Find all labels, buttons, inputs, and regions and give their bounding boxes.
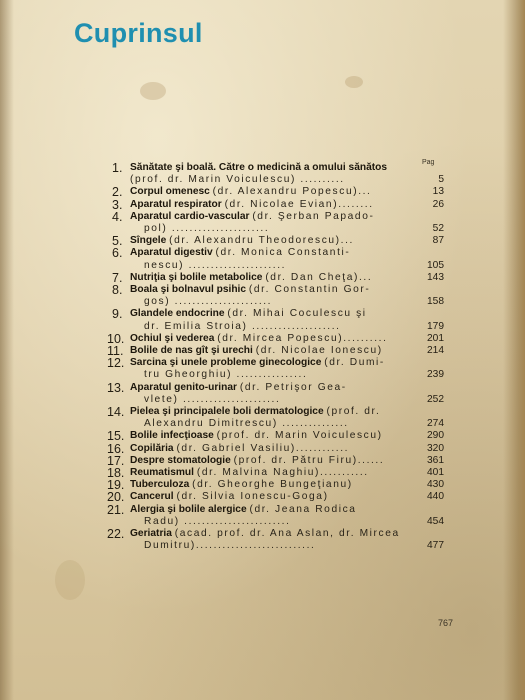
toc-entry-author-line — [130, 296, 444, 308]
toc-entry — [107, 356, 444, 381]
toc-entry-line — [130, 247, 444, 259]
toc-entry-author: (dr. Nicolae Evian)........ — [224, 198, 374, 210]
toc-entry-number: 18. — [107, 466, 125, 481]
toc-entry-line — [130, 491, 444, 503]
toc-entry-author: Dumitru)........................... — [144, 540, 316, 552]
toc-entry-page: 430 — [427, 479, 444, 491]
toc-entry-page: 361 — [427, 454, 444, 466]
toc-entry-line — [130, 235, 444, 247]
toc-entry-page: 239 — [427, 369, 444, 381]
toc-entry-number: 15. — [107, 429, 125, 444]
toc-entry-line — [130, 186, 444, 198]
toc-entry-author: (dr. Mihai Coculescu şi — [227, 308, 367, 320]
toc-entry-line — [130, 504, 444, 516]
toc-entry-number: 6. — [112, 246, 123, 261]
toc-entry — [107, 344, 444, 359]
toc-entry-page: 13 — [432, 186, 444, 198]
toc-entry-author: (prof. dr. Pătru Firu)...... — [233, 454, 385, 466]
toc-entry-subject: Reumatismul — [130, 467, 194, 479]
toc-entry-page: 105 — [427, 259, 444, 271]
toc-entry-author: (dr. Mircea Popescu).......... — [217, 332, 388, 344]
toc-entry-number: 22. — [107, 527, 125, 542]
toc-entry-line — [130, 284, 444, 296]
toc-entry — [112, 247, 444, 271]
toc-entry-subject: Tuberculoza — [130, 479, 190, 491]
toc-entry-line — [130, 443, 444, 455]
toc-entry-subject: Aparatul digestiv — [130, 247, 213, 259]
page-column-label: Pag — [422, 159, 435, 166]
page-gutter-shadow — [0, 0, 14, 700]
paper-stain — [345, 76, 363, 88]
toc-entry-author-line — [130, 321, 444, 333]
toc-entry-subject: Bolile infecţioase — [130, 430, 214, 442]
toc-entry-line — [130, 272, 444, 284]
toc-entry-subject: Pielea şi principalele boli dermatologice — [130, 406, 324, 418]
toc-entry-author: (prof. dr. — [326, 406, 381, 418]
toc-entry-page: 87 — [432, 235, 444, 247]
toc-entry-author: (dr. Jeana Rodica — [249, 503, 357, 515]
toc-entry-author-line — [130, 223, 444, 235]
toc-entry-author: (prof. dr. Marin Voiculescu) .......... — [130, 174, 345, 186]
toc-entry-number: 19. — [107, 478, 125, 493]
toc-entry-author: Radu) ........................ — [144, 515, 291, 527]
toc-entry-line — [130, 199, 444, 211]
toc-entry-number: 8. — [112, 283, 123, 298]
toc-entry-author: (dr. Alexandru Popescu)... — [212, 186, 372, 198]
toc-entry-subject: Nutriţia şi bolile metabolice — [130, 271, 263, 283]
toc-entry-line — [130, 430, 444, 442]
toc-entry — [107, 380, 444, 406]
toc-entry-subject: Boala şi bolnavul psihic — [130, 284, 247, 296]
toc-entry-author: (dr. Gheorghe Bungeţianu) — [192, 479, 353, 491]
paper-stain — [140, 82, 166, 100]
toc-entry-line — [130, 211, 444, 223]
toc-entry — [107, 331, 444, 346]
toc-entry-page: 214 — [427, 345, 444, 357]
toc-entry-author-line — [130, 174, 444, 186]
toc-entry-number: 9. — [112, 307, 123, 322]
toc-entry-page: 252 — [427, 393, 444, 405]
toc-entry-number: 5. — [112, 234, 123, 249]
toc-entry — [112, 186, 444, 198]
toc-entry-number: 20. — [107, 490, 125, 505]
toc-entry — [112, 235, 444, 247]
toc-entry-author: (dr. Monica Constanti- — [215, 247, 351, 259]
toc-entry-page: 274 — [427, 418, 444, 430]
toc-entry-author: dr. Emilia Stroia) .................... — [144, 320, 341, 332]
toc-entry-author: (dr. Malvina Naghiu)........... — [196, 467, 369, 479]
toc-entry-author-line — [130, 260, 444, 272]
toc-entry-line — [130, 455, 444, 467]
toc-entry-author: (dr. Petrişor Gea- — [239, 381, 347, 393]
toc-entry-number: 7. — [112, 270, 123, 285]
paper-stain — [55, 560, 85, 600]
toc-entry — [107, 453, 444, 468]
toc-entry-subject: Alergia şi bolile alergice — [130, 503, 247, 515]
toc-entry-page: 477 — [427, 540, 444, 552]
toc-entry-number: 17. — [107, 453, 125, 468]
toc-entry-author: gos) ...................... — [144, 296, 273, 308]
toc-entry-number: 1. — [112, 161, 123, 175]
toc-entry-subject: Copilăria — [130, 442, 174, 454]
toc-entry — [112, 199, 444, 211]
toc-entry-page: 52 — [432, 223, 444, 235]
toc-entry-subject: Sarcina şi unele probleme ginecologice — [130, 357, 322, 369]
toc-entry-page: 179 — [427, 320, 444, 332]
toc-entry-page: 320 — [427, 442, 444, 454]
toc-entry-line — [130, 357, 444, 369]
toc-entry-page: 440 — [427, 491, 444, 503]
toc-entry-subject: Sîngele — [130, 235, 167, 247]
toc-entry-subject: Aparatul respirator — [130, 198, 222, 210]
toc-entry-author: Alexandru Dimitrescu) ............... — [144, 418, 349, 430]
toc-entry — [112, 284, 444, 308]
toc-entry-author-line — [130, 540, 444, 552]
toc-entry — [112, 162, 444, 186]
toc-entry — [107, 429, 444, 444]
toc-entry-page: 5 — [438, 174, 444, 186]
toc-entry-author: nescu) ...................... — [144, 259, 287, 271]
toc-entry-author: (dr. Silvia Ionescu-Goga) — [176, 491, 329, 503]
toc-entry-author: (prof. dr. Marin Voiculescu) — [216, 430, 383, 442]
toc-entry-line — [130, 308, 444, 320]
toc-entry-line — [130, 467, 444, 479]
toc-entry-subject: Glandele endocrine — [130, 308, 225, 320]
toc-entry-number: 2. — [112, 185, 123, 200]
toc-entry-line — [130, 345, 444, 357]
toc-entry — [112, 272, 444, 284]
toc-entry-subject: Despre stomatologie — [130, 454, 231, 466]
toc-entry-number: 12. — [107, 356, 125, 371]
toc-entry-page: 143 — [427, 271, 444, 283]
toc-entry-author-line — [130, 516, 444, 528]
toc-entry-author-line — [130, 369, 444, 381]
toc-entry — [107, 405, 444, 430]
toc-entry — [112, 211, 444, 235]
toc-entry — [107, 490, 444, 505]
toc-entry-page: 26 — [432, 198, 444, 210]
toc-entry-number: 13. — [107, 380, 125, 395]
toc-entry-subject: Sănătate şi boală. Către o medicină a omului sănătos — [130, 162, 388, 173]
toc-entry — [107, 466, 444, 481]
toc-entry-author: (dr. Dumi- — [324, 357, 385, 369]
toc-entry-number: 11. — [107, 344, 124, 359]
toc-entry-number: 3. — [112, 197, 123, 212]
toc-entry-page: 290 — [427, 430, 444, 442]
toc-entry-subject: Corpul omenesc — [130, 186, 210, 198]
toc-entry-number: 14. — [107, 405, 125, 420]
toc-entry-line — [130, 162, 444, 174]
table-of-contents — [107, 161, 444, 553]
toc-entry — [107, 502, 444, 528]
toc-entry-author: (dr. Şerban Papado- — [252, 210, 375, 222]
toc-entry-author: tru Gheorghiu) ................ — [144, 369, 308, 381]
toc-entry-subject: Ochiul şi vederea — [130, 332, 215, 344]
toc-entry-subject: Cancerul — [130, 491, 174, 503]
toc-entry-line — [130, 406, 444, 418]
toc-entry-author: (dr. Nicolae Ionescu) — [255, 345, 383, 357]
toc-entry-page: 454 — [427, 515, 444, 527]
toc-entry-number: 16. — [107, 441, 125, 456]
toc-entry-author: (dr. Gabriel Vasiliu)............ — [176, 442, 350, 454]
toc-entry-author: pol) ...................... — [144, 223, 270, 235]
toc-entry-subject: Aparatul cardio-vascular — [130, 210, 250, 222]
toc-entry-line — [130, 333, 444, 345]
toc-entry-page: 401 — [427, 467, 444, 479]
toc-entry-author: (dr. Dan Cheţa)... — [265, 271, 373, 283]
toc-entry-subject: Bolile de nas gît şi urechi — [130, 345, 253, 357]
page-number: 767 — [438, 618, 454, 628]
toc-entry-number: 10. — [107, 331, 125, 346]
toc-entry-author: (acad. prof. dr. Ana Aslan, dr. Mircea — [174, 528, 400, 540]
toc-entry-line — [130, 382, 444, 394]
toc-entry-author: vlete) ...................... — [144, 393, 281, 405]
toc-entry — [112, 308, 444, 332]
toc-entry — [107, 527, 444, 552]
page-edge-shadow — [503, 0, 525, 700]
toc-entry-subject: Geriatria — [130, 528, 172, 540]
toc-entry-page: 158 — [427, 296, 444, 308]
toc-entry-author: (dr. Alexandru Theodorescu)... — [169, 235, 354, 247]
toc-entry-subject: Aparatul genito-urinar — [130, 381, 237, 393]
page-title: Cuprinsul — [74, 18, 203, 48]
toc-entry-number: 21. — [107, 502, 125, 517]
toc-entry-author-line — [130, 394, 444, 406]
toc-entry-line — [130, 528, 444, 540]
toc-entry-author: (dr. Constantin Gor- — [248, 284, 371, 296]
toc-entry — [107, 441, 444, 456]
toc-entry-line — [130, 479, 444, 491]
toc-entry-page: 201 — [427, 332, 444, 344]
toc-entry — [107, 478, 444, 493]
toc-entry-author-line — [130, 418, 444, 430]
toc-entry-number: 4. — [112, 209, 123, 224]
